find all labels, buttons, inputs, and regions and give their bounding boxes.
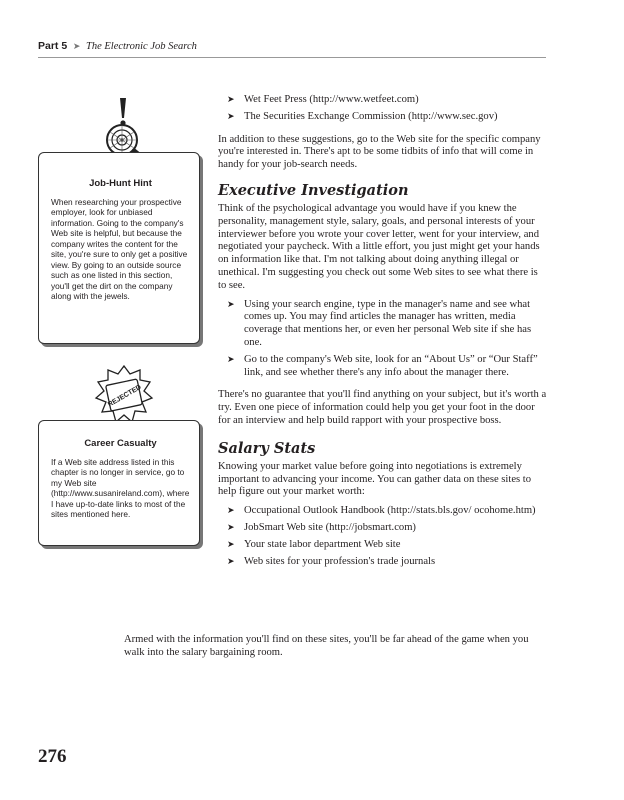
main-column (218, 94, 548, 572)
arrow-bullet-icon: ➤ (227, 354, 235, 365)
sidebar-body: When researching your prospective employer, look for unbiased information. Going to the company's Web site is helpful, but because the company writes the content for the site, you're sure to only get a positive view. By going to an outside source such as one listed in this section, you'll get the dirt on the company along with the jewels. (51, 196, 188, 301)
career-casualty-sidebar (38, 420, 200, 546)
bullet-list (218, 505, 548, 568)
arrow-bullet-icon: ➤ (227, 556, 235, 567)
list-item: ➤ Wet Feet Press (http://www.wetfeet.com) (227, 94, 419, 105)
intro-paragraph: In addition to these suggestions, go to the Web site for the specific company you're interested in. There's apt to be some tidbits of info that will come in handy for your job-search needs. (218, 133, 541, 171)
arrow-bullet-icon: ➤ (227, 506, 235, 517)
part-label: Part 5 (38, 40, 68, 52)
header-rule (38, 57, 546, 58)
rejected-stamp-icon (88, 364, 160, 428)
list-item: ➤ Occupational Outlook Handbook (http://stats.bls.gov/ ocohome.htm) (227, 505, 536, 517)
sidebar-heading: Career Casualty (84, 438, 157, 449)
section-heading-executive-investigation: Executive Investigation (218, 181, 409, 199)
section-heading-salary-stats: Salary Stats (218, 439, 316, 457)
paragraph: Think of the psychological advantage you would have if you knew the personality, management style, salary, goals, and personal interests of your interviewer before you wrote your cover letter, went for your interview, and negotiated your paycheck. With a little effort, you just might get your hands on information like that. I'm not talking about doing anything illegal or unethical. I'm suggesting you check out some Web sites to see what there is to see. (218, 202, 540, 291)
list-item: ➤ Web sites for your profession's trade journals (227, 555, 436, 567)
arrow-bullet-icon: ➤ (227, 539, 235, 550)
book-section-title: The Electronic Job Search (85, 41, 197, 52)
sidebar-body: If a Web site address listed in this chapter is no longer in service, go to my Web site (http://www.susanireland.com), where I have up-to-date links to most of the sites mentioned here. (51, 456, 190, 519)
list-item: ➤ Using your search engine, type in the manager's name and see what comes up. You may find articles the manager has written, media coverage that mentions her, or even her personal Web site if she has one. (227, 298, 532, 348)
list-item: ➤ The Securities Exchange Commission (http://www.sec.gov) (227, 110, 498, 122)
closing-paragraph: Armed with the information you'll find on these sites, you'll be far ahead of the game when you walk into the salary bargaining room. (124, 634, 529, 658)
list-item: ➤ Go to the company's Web site, look for an “About Us” or “Our Staff” link, and see whether there's any info about the manager there. (227, 353, 538, 378)
sidebar-heading: Job-Hunt Hint (89, 178, 152, 189)
arrow-bullet-icon: ➤ (227, 299, 235, 310)
job-hunt-hint-sidebar (38, 152, 200, 344)
arrow-bullet-icon: ➤ (227, 111, 235, 122)
svg-text:REJECTED: REJECTED (106, 383, 143, 409)
list-item: ➤ JobSmart Web site (http://jobsmart.com) (227, 521, 416, 533)
header-arrow-icon: ➤ (72, 42, 81, 52)
magnifier-exclamation-icon (94, 96, 154, 160)
paragraph: Knowing your market value before going into negotiations is extremely important to advancing your income. You can gather data on these sites to help figure out your market worth: (218, 460, 532, 498)
running-header (38, 40, 546, 58)
paragraph: There's no guarantee that you'll find anything on your subject, but it's worth a try. Even one piece of information could help you get your foot in the door for an interview and help build rapport with your prospective boss. (218, 389, 547, 426)
bullet-list (218, 299, 548, 380)
arrow-bullet-icon: ➤ (227, 522, 235, 533)
arrow-bullet-icon: ➤ (227, 95, 235, 105)
list-item: ➤ Your state labor department Web site (227, 538, 401, 550)
resource-list (218, 94, 548, 124)
page-number: 276 (38, 746, 67, 767)
